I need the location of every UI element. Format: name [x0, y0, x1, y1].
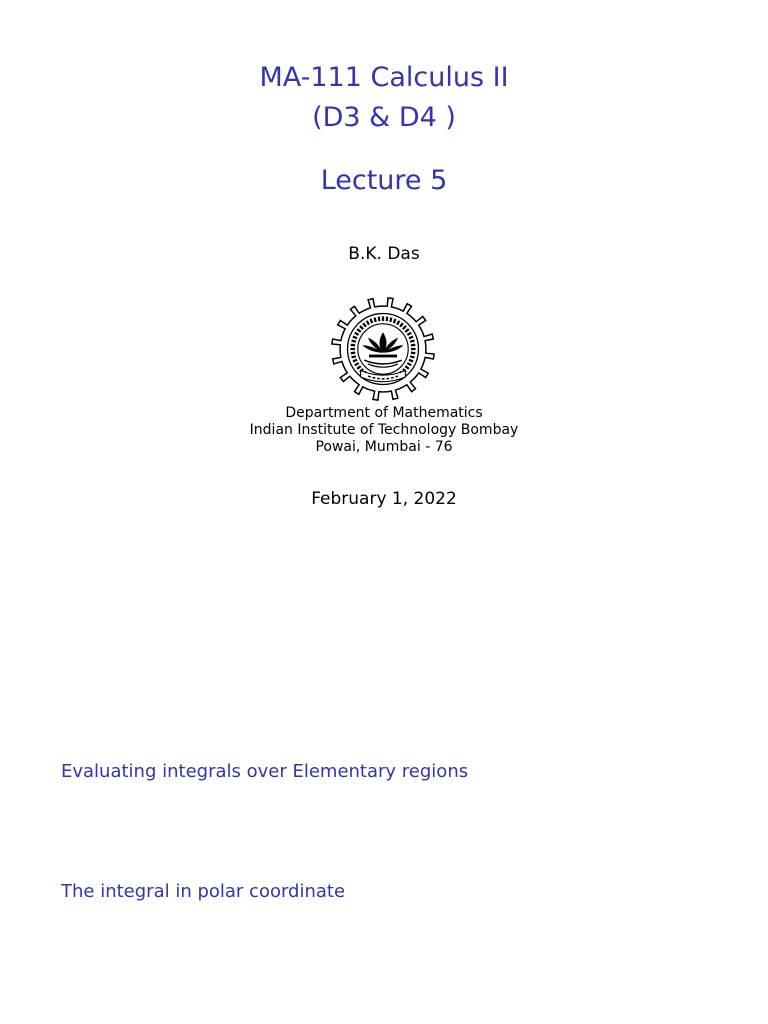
author-name: B.K. Das	[348, 244, 420, 264]
address: Powai, Mumbai - 76	[315, 439, 453, 455]
department: Department of Mathematics	[285, 405, 483, 421]
course-sections: (D3 & D4 )	[312, 102, 456, 133]
iit-bombay-seal-icon	[327, 293, 439, 405]
outline-item-polar-coordinate: The integral in polar coordinate	[61, 881, 346, 902]
slide-title	[0, 58, 768, 138]
affiliation	[0, 405, 768, 456]
institute: Indian Institute of Technology Bombay	[249, 422, 519, 438]
outline-item-elementary-regions: Evaluating integrals over Elementary regions	[61, 761, 469, 782]
course-title: MA-111 Calculus II	[259, 62, 509, 93]
lecture-date: February 1, 2022	[311, 489, 457, 509]
lecture-number: Lecture 5	[320, 165, 448, 196]
